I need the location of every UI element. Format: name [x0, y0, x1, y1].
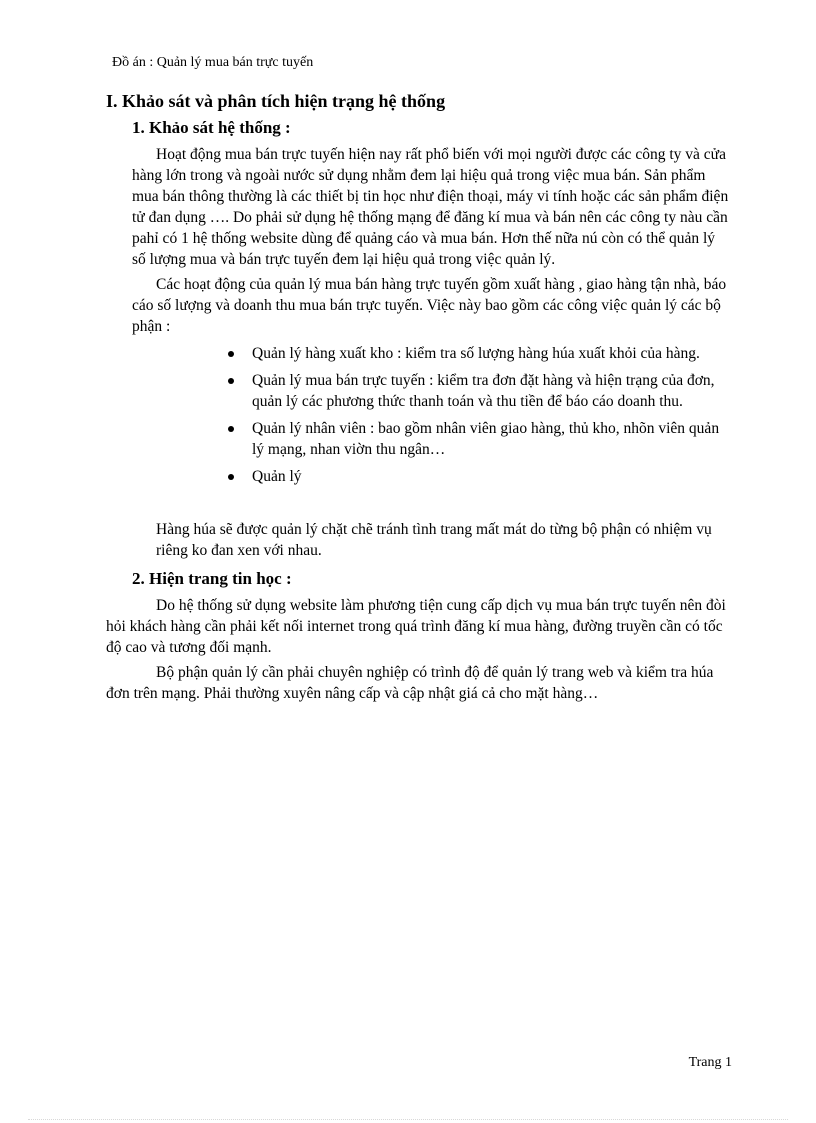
list-item-text: Quản lý mua bán trực tuyến : kiểm tra đơn đặt hàng và hiện trạng của đơn, quản lý các phương thức thanh toán và thu tiền để báo cáo doanh thu.: [252, 372, 715, 410]
bullet-icon: [228, 426, 234, 432]
bullet-icon: [228, 474, 234, 480]
section-heading-survey: 1. Khảo sát hệ thống :: [132, 118, 291, 137]
document-body: [106, 88, 732, 704]
survey-paragraph-1: Hoạt động mua bán trực tuyến hiện nay rất phổ biến với mọi người được các công ty và cửa hàng lớn trong và ngoài nước sử dụng nhằm đem lại hiệu quả trong việc mua bán. Sản phẩm mua bán thông thường là các thiết bị tin học như điện thoại, máy vi tính hoặc các sản phẩm điện tử đan dụng …. Do phải sử dụng hệ thống mạng để đăng kí mua và bán nên các công ty nàu cần pahỉ có 1 hệ thống website dùng để quảng cáo và mua bán. Hơn thế nữa nú còn có thể quản lý số lượng mua và bán trực tuyến đem lại hiệu quả trong việc quản lý.: [132, 146, 729, 268]
list-item-text: Quản lý: [252, 468, 302, 485]
list-item: [228, 418, 732, 460]
it-status-paragraph-2: Bộ phận quản lý cần phải chuyên nghiệp có trình độ để quản lý trang web và kiểm tra húa đơn trên mạng. Phải thường xuyên nâng cấp và cập nhật giá cả cho mặt hàng…: [106, 664, 714, 702]
list-item: [228, 466, 732, 487]
management-bullet-list: [106, 343, 732, 487]
section-heading-it-status: 2. Hiện trang tin học :: [132, 569, 292, 588]
list-item: [228, 343, 732, 364]
page-number: Trang 1: [688, 1055, 732, 1070]
list-item: [228, 370, 732, 412]
bullet-icon: [228, 351, 234, 357]
survey-paragraph-2: Các hoạt động của quản lý mua bán hàng trực tuyến gồm xuất hàng , giao hàng tận nhà, báo cáo số lượng và doanh thu mua bán trực tuyến. Việc này bao gồm các công việc quản lý các bộ phận :: [132, 276, 727, 335]
running-header: Đồ án : Quản lý mua bán trực tuyến: [112, 55, 314, 70]
it-status-paragraph-1: Do hệ thống sử dụng website làm phương tiện cung cấp dịch vụ mua bán trực tuyến nên đòi hỏi khách hàng cần phải kết nối internet trong quá trình đăng kí mua hàng, đường truyền cần có tốc độ cao và tương đối mạnh.: [106, 597, 726, 656]
bullet-icon: [228, 378, 234, 384]
survey-paragraph-3: Hàng húa sẽ được quản lý chặt chẽ tránh tình trang mất mát do từng bộ phận có nhiệm vụ riêng ko đan xen với nhau.: [156, 521, 712, 559]
page-edge-divider: [28, 1119, 788, 1120]
list-item-text: Quản lý hàng xuất kho : kiểm tra số lượng hàng húa xuất khỏi của hàng.: [252, 345, 700, 362]
list-item-text: Quản lý nhân viên : bao gồm nhân viên giao hàng, thủ kho, nhõn viên quản lý mạng, nhan viờn thu ngân…: [252, 420, 720, 458]
main-heading: I. Khảo sát và phân tích hiện trạng hệ thống: [106, 91, 446, 111]
